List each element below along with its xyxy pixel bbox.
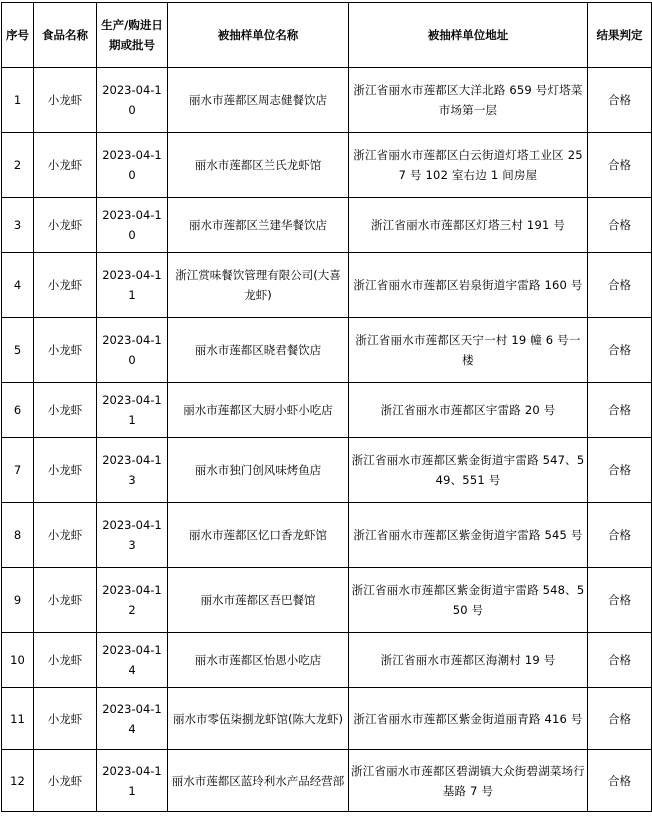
cell-unit: 丽水市零伍柒捌龙虾馆(陈大龙虾) [168, 688, 349, 750]
cell-date: 2023-04-10 [97, 198, 168, 253]
table-row [2, 633, 652, 688]
header-seq: 序号 [2, 3, 34, 68]
cell-unit: 丽水市莲都区怡恩小吃店 [168, 633, 349, 688]
cell-unit: 丽水市莲都区兰建华餐饮店 [168, 198, 349, 253]
cell-food: 小龙虾 [34, 568, 97, 633]
cell-result: 合格 [588, 438, 652, 503]
cell-date: 2023-04-11 [97, 383, 168, 438]
cell-date: 2023-04-13 [97, 438, 168, 503]
cell-address: 浙江省丽水市莲都区天宁一村 19 幢 6 号一楼 [349, 318, 588, 383]
table-row [2, 68, 652, 133]
cell-date: 2023-04-10 [97, 318, 168, 383]
cell-unit: 丽水市独门创风味烤鱼店 [168, 438, 349, 503]
cell-address: 浙江省丽水市莲都区宇雷路 20 号 [349, 383, 588, 438]
cell-address: 浙江省丽水市莲都区碧湖镇大众街碧湖菜场行基路 7 号 [349, 750, 588, 812]
cell-date: 2023-04-13 [97, 503, 168, 568]
table-row [2, 198, 652, 253]
cell-result: 合格 [588, 383, 652, 438]
cell-address: 浙江省丽水市莲都区海潮村 19 号 [349, 633, 588, 688]
cell-address: 浙江省丽水市莲都区紫金街道宇雷路 548、550 号 [349, 568, 588, 633]
cell-date: 2023-04-10 [97, 68, 168, 133]
cell-seq: 3 [2, 198, 34, 253]
cell-seq: 12 [2, 750, 34, 812]
cell-seq: 2 [2, 133, 34, 198]
cell-address: 浙江省丽水市莲都区紫金街道丽青路 416 号 [349, 688, 588, 750]
cell-result: 合格 [588, 750, 652, 812]
table-row [2, 253, 652, 318]
cell-food: 小龙虾 [34, 438, 97, 503]
cell-seq: 10 [2, 633, 34, 688]
cell-result: 合格 [588, 503, 652, 568]
cell-unit: 丽水市莲都区大厨小虾小吃店 [168, 383, 349, 438]
header-sampled-unit: 被抽样单位名称 [168, 3, 349, 68]
cell-unit: 丽水市莲都区周志健餐饮店 [168, 68, 349, 133]
header-result: 结果判定 [588, 3, 652, 68]
cell-address: 浙江省丽水市莲都区大洋北路 659 号灯塔菜市场第一层 [349, 68, 588, 133]
cell-result: 合格 [588, 318, 652, 383]
cell-food: 小龙虾 [34, 253, 97, 318]
header-food-name: 食品名称 [34, 3, 97, 68]
header-sampled-address: 被抽样单位地址 [349, 3, 588, 68]
cell-unit: 丽水市莲都区忆口香龙虾馆 [168, 503, 349, 568]
cell-seq: 5 [2, 318, 34, 383]
cell-result: 合格 [588, 253, 652, 318]
cell-food: 小龙虾 [34, 383, 97, 438]
cell-unit: 丽水市莲都区吾巴餐馆 [168, 568, 349, 633]
cell-unit: 浙江赏味餐饮管理有限公司(大喜龙虾) [168, 253, 349, 318]
cell-seq: 1 [2, 68, 34, 133]
cell-seq: 4 [2, 253, 34, 318]
cell-result: 合格 [588, 688, 652, 750]
table-row [2, 133, 652, 198]
cell-date: 2023-04-14 [97, 688, 168, 750]
cell-food: 小龙虾 [34, 633, 97, 688]
cell-result: 合格 [588, 633, 652, 688]
table-row [2, 568, 652, 633]
cell-address: 浙江省丽水市莲都区灯塔三村 191 号 [349, 198, 588, 253]
cell-unit: 丽水市莲都区兰氏龙虾馆 [168, 133, 349, 198]
cell-result: 合格 [588, 133, 652, 198]
table-row [2, 688, 652, 750]
cell-unit: 丽水市莲都区蓝玲利水产品经营部 [168, 750, 349, 812]
cell-address: 浙江省丽水市莲都区紫金街道宇雷路 545 号 [349, 503, 588, 568]
header-date [97, 3, 168, 68]
cell-food: 小龙虾 [34, 198, 97, 253]
cell-result: 合格 [588, 198, 652, 253]
cell-food: 小龙虾 [34, 68, 97, 133]
cell-food: 小龙虾 [34, 503, 97, 568]
cell-food: 小龙虾 [34, 318, 97, 383]
table-row [2, 383, 652, 438]
cell-date: 2023-04-12 [97, 568, 168, 633]
cell-seq: 9 [2, 568, 34, 633]
cell-date: 2023-04-11 [97, 253, 168, 318]
cell-food: 小龙虾 [34, 133, 97, 198]
cell-seq: 7 [2, 438, 34, 503]
header-date-line2: 期或批号 [109, 38, 155, 52]
cell-result: 合格 [588, 568, 652, 633]
table-row [2, 438, 652, 503]
cell-result: 合格 [588, 68, 652, 133]
cell-seq: 11 [2, 688, 34, 750]
cell-date: 2023-04-10 [97, 133, 168, 198]
cell-unit: 丽水市莲都区晓君餐饮店 [168, 318, 349, 383]
cell-food: 小龙虾 [34, 750, 97, 812]
header-date-line1: 生产/购进日 [101, 18, 163, 32]
cell-seq: 8 [2, 503, 34, 568]
header-row [2, 3, 652, 68]
table-row [2, 318, 652, 383]
inspection-results-table [1, 2, 652, 812]
cell-address: 浙江省丽水市莲都区白云街道灯塔工业区 257 号 102 室右边 1 间房屋 [349, 133, 588, 198]
cell-address: 浙江省丽水市莲都区岩泉街道宇雷路 160 号 [349, 253, 588, 318]
table-row [2, 503, 652, 568]
table-row [2, 750, 652, 812]
cell-date: 2023-04-11 [97, 750, 168, 812]
cell-address: 浙江省丽水市莲都区紫金街道宇雷路 547、549、551 号 [349, 438, 588, 503]
cell-food: 小龙虾 [34, 688, 97, 750]
cell-seq: 6 [2, 383, 34, 438]
cell-date: 2023-04-14 [97, 633, 168, 688]
